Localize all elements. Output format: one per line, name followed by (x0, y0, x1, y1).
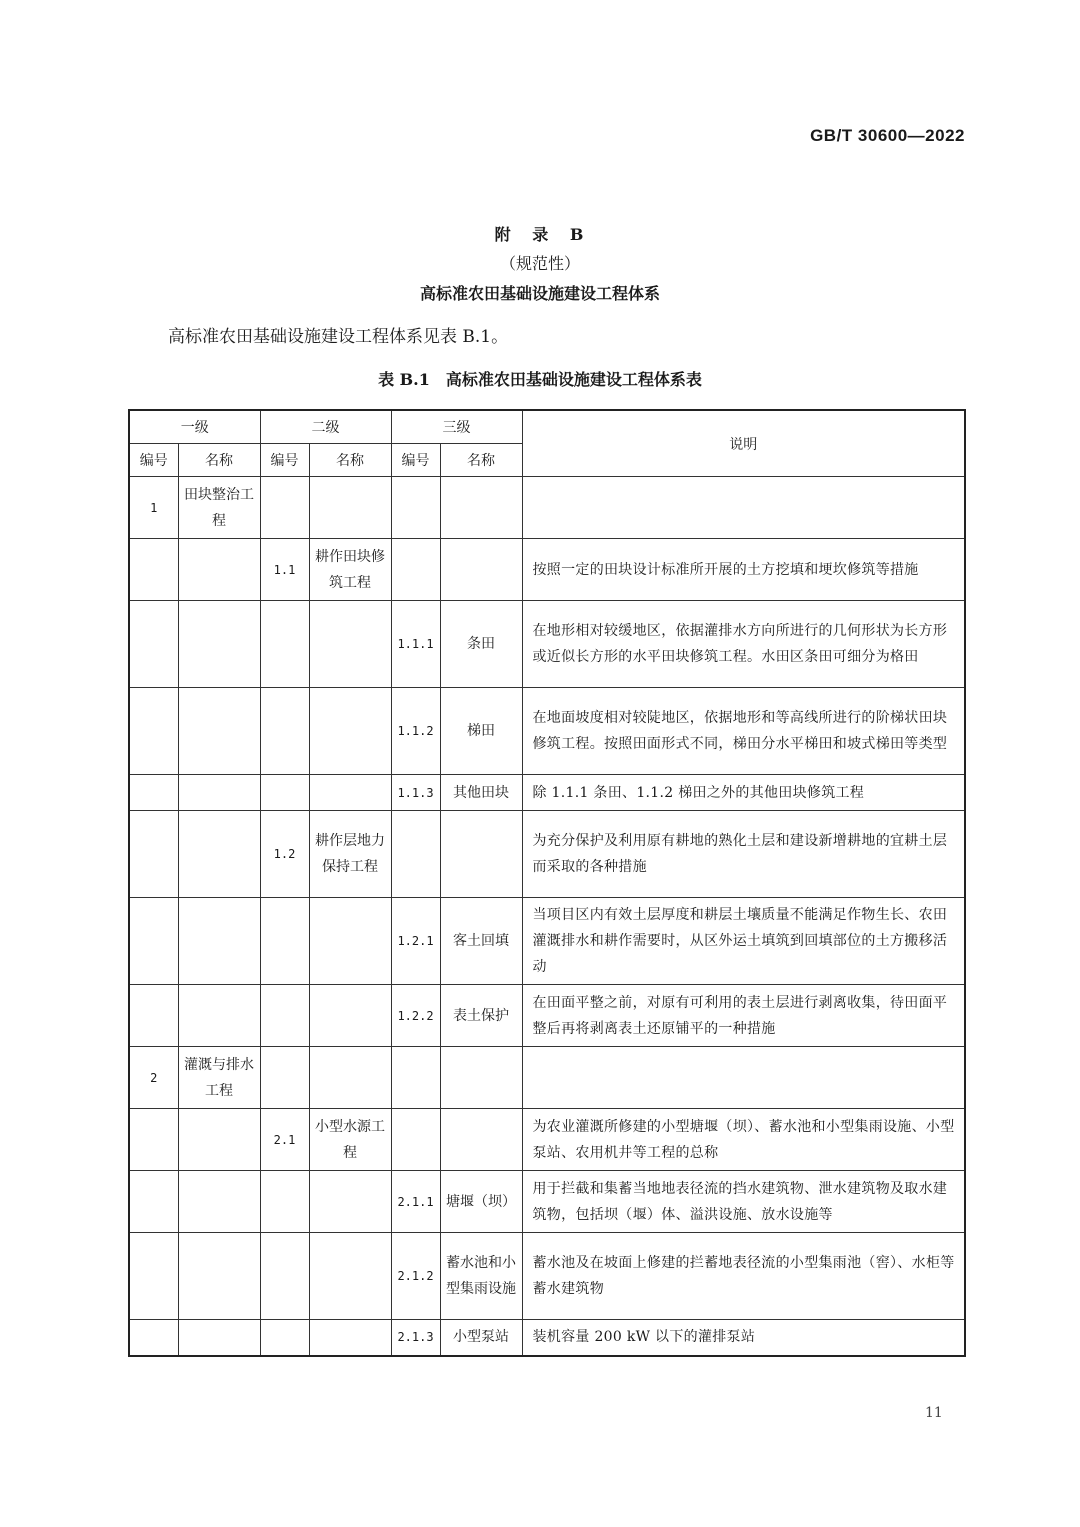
level2-code (260, 1047, 309, 1109)
level3-code: 1.1.3 (391, 775, 440, 811)
table-row (129, 811, 965, 898)
level3-name: 小型泵站 (440, 1320, 522, 1356)
level3-name: 条田 (440, 601, 522, 688)
header-level1: 一级 (129, 410, 260, 444)
level2-name (309, 1171, 391, 1233)
description-cell: 装机容量 200 kW 以下的灌排泵站 (522, 1320, 965, 1356)
level2-name: 小型水源工程 (309, 1109, 391, 1171)
level3-code: 2.1.1 (391, 1171, 440, 1233)
description-cell: 除 1.1.1 条田、1.1.2 梯田之外的其他田块修筑工程 (522, 775, 965, 811)
table-caption-number: 表 B.1 (378, 370, 430, 389)
level1-name: 灌溉与排水工程 (178, 1047, 260, 1109)
level1-code (129, 775, 178, 811)
level2-name (309, 477, 391, 539)
level1-name (178, 1109, 260, 1171)
table-caption (0, 367, 1080, 390)
level1-code (129, 811, 178, 898)
level1-name (178, 985, 260, 1047)
description-cell: 为农业灌溉所修建的小型塘堰（坝）、蓄水池和小型集雨设施、小型泵站、农用机井等工程的总称 (522, 1109, 965, 1171)
appendix-label-b: 录 (532, 225, 551, 244)
table-row (129, 985, 965, 1047)
level1-code: 1 (129, 477, 178, 539)
level3-name: 蓄水池和小型集雨设施 (440, 1233, 522, 1320)
level1-code (129, 985, 178, 1047)
header-level2-name: 名称 (309, 444, 391, 477)
level1-name (178, 1171, 260, 1233)
level3-name (440, 539, 522, 601)
level2-code (260, 985, 309, 1047)
level3-code: 1.1.2 (391, 688, 440, 775)
table-row (129, 1047, 965, 1109)
level3-code: 1.2.1 (391, 898, 440, 985)
level1-code: 2 (129, 1047, 178, 1109)
level2-code (260, 1233, 309, 1320)
header-level3-code: 编号 (391, 444, 440, 477)
level2-name (309, 985, 391, 1047)
header-level3: 三级 (391, 410, 522, 444)
description-cell: 当项目区内有效土层厚度和耕层土壤质量不能满足作物生长、农田灌溉排水和耕作需要时，从区外运土填筑到回填部位的土方搬移活动 (522, 898, 965, 985)
table-row (129, 1109, 965, 1171)
standard-code: GB/T 30600—2022 (810, 126, 965, 145)
header-description: 说明 (522, 410, 965, 477)
level2-name (309, 1047, 391, 1109)
level1-code (129, 601, 178, 688)
level3-code: 1.2.2 (391, 985, 440, 1047)
description-cell (522, 477, 965, 539)
table-row (129, 1233, 965, 1320)
level2-code (260, 898, 309, 985)
level3-name (440, 1047, 522, 1109)
table-row (129, 775, 965, 811)
header-level3-name: 名称 (440, 444, 522, 477)
level3-name: 客土回填 (440, 898, 522, 985)
level2-code (260, 601, 309, 688)
level1-name (178, 811, 260, 898)
level2-code: 1.2 (260, 811, 309, 898)
level1-code (129, 898, 178, 985)
level1-name (178, 601, 260, 688)
description-cell (522, 1047, 965, 1109)
level1-name (178, 688, 260, 775)
table-row (129, 539, 965, 601)
table-row (129, 477, 965, 539)
header-level2: 二级 (260, 410, 391, 444)
description-cell: 用于拦截和集蓄当地地表径流的挡水建筑物、泄水建筑物及取水建筑物，包括坝（堰）体、溢洪设施、放水设施等 (522, 1171, 965, 1233)
level3-code (391, 811, 440, 898)
level1-code (129, 1233, 178, 1320)
level3-name: 塘堰（坝） (440, 1171, 522, 1233)
level2-code (260, 477, 309, 539)
level3-name: 表土保护 (440, 985, 522, 1047)
description-cell: 在田面平整之前，对原有可利用的表土层进行剥离收集，待田面平整后再将剥离表土还原铺平的一种措施 (522, 985, 965, 1047)
level2-name (309, 1320, 391, 1356)
level1-name: 田块整治工程 (178, 477, 260, 539)
level1-code (129, 539, 178, 601)
appendix-label (0, 222, 1080, 245)
engineering-system-table (128, 409, 966, 1357)
description-cell: 在地形相对较缓地区，依据灌排水方向所进行的几何形状为长方形或近似长方形的水平田块修筑工程。水田区条田可细分为格田 (522, 601, 965, 688)
level2-name: 耕作田块修筑工程 (309, 539, 391, 601)
page-number: 11 (925, 1405, 943, 1421)
appendix-normative: （规范性） (499, 254, 580, 273)
level1-code (129, 688, 178, 775)
table-row (129, 688, 965, 775)
level3-code (391, 477, 440, 539)
intro-paragraph: 高标准农田基础设施建设工程体系见表 B.1。 (168, 327, 509, 347)
level2-name (309, 898, 391, 985)
level2-name (309, 688, 391, 775)
level3-name: 其他田块 (440, 775, 522, 811)
level2-name (309, 1233, 391, 1320)
table-row (129, 1320, 965, 1356)
level2-name (309, 601, 391, 688)
level3-name: 梯田 (440, 688, 522, 775)
table-caption-title: 高标准农田基础设施建设工程体系表 (445, 370, 702, 389)
level3-name (440, 477, 522, 539)
description-cell: 在地面坡度相对较陡地区，依据地形和等高线所进行的阶梯状田块修筑工程。按照田面形式不同，梯田分水平梯田和坡式梯田等类型 (522, 688, 965, 775)
level2-code (260, 1320, 309, 1356)
appendix-label-a: 附 (494, 225, 513, 244)
appendix-title: 高标准农田基础设施建设工程体系 (419, 284, 660, 303)
level3-code (391, 539, 440, 601)
level3-code: 2.1.3 (391, 1320, 440, 1356)
description-cell: 为充分保护及利用原有耕地的熟化土层和建设新增耕地的宜耕土层而采取的各种措施 (522, 811, 965, 898)
level3-code (391, 1047, 440, 1109)
level1-name (178, 775, 260, 811)
level1-code (129, 1171, 178, 1233)
level1-name (178, 898, 260, 985)
header-level2-code: 编号 (260, 444, 309, 477)
level2-code (260, 775, 309, 811)
level3-code: 2.1.2 (391, 1233, 440, 1320)
appendix-label-c: B (569, 225, 586, 244)
level2-name (309, 775, 391, 811)
header-level1-name: 名称 (178, 444, 260, 477)
description-cell: 蓄水池及在坡面上修建的拦蓄地表径流的小型集雨池（窖）、水柜等蓄水建筑物 (522, 1233, 965, 1320)
level1-name (178, 539, 260, 601)
table-row (129, 898, 965, 985)
description-cell: 按照一定的田块设计标准所开展的土方挖填和埂坎修筑等措施 (522, 539, 965, 601)
level1-name (178, 1233, 260, 1320)
level3-name (440, 811, 522, 898)
table-row (129, 601, 965, 688)
level1-code (129, 1109, 178, 1171)
level3-code (391, 1109, 440, 1171)
level2-code (260, 688, 309, 775)
level2-name: 耕作层地力保持工程 (309, 811, 391, 898)
level2-code: 1.1 (260, 539, 309, 601)
level1-name (178, 1320, 260, 1356)
level2-code: 2.1 (260, 1109, 309, 1171)
table-row (129, 1171, 965, 1233)
level1-code (129, 1320, 178, 1356)
level3-code: 1.1.1 (391, 601, 440, 688)
header-level1-code: 编号 (129, 444, 178, 477)
level3-name (440, 1109, 522, 1171)
level2-code (260, 1171, 309, 1233)
